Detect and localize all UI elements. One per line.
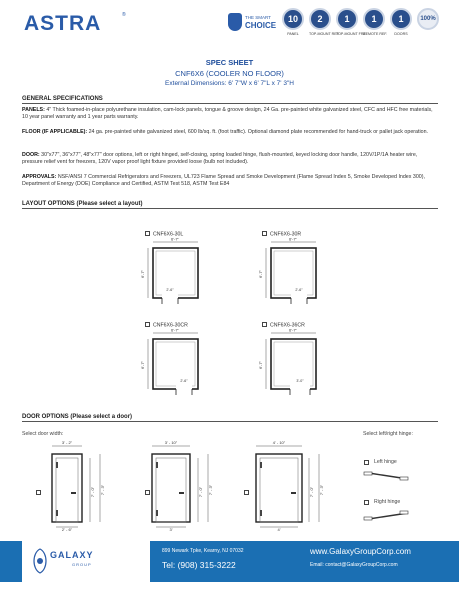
door-dim: 2'-6" — [166, 288, 174, 292]
approvals-label: APPROVALS: — [22, 174, 57, 180]
door-bottom-dim: 3' — [169, 527, 173, 532]
door-height-dim: 7' - 3" — [319, 484, 324, 496]
badge-panel — [282, 8, 304, 36]
header — [0, 0, 459, 52]
badge-value: 100% — [417, 8, 439, 30]
floor-label: FLOOR (IF APPLICABLE): — [22, 129, 88, 135]
width-dim: 6'-7" — [171, 329, 179, 333]
badge-value: 1 — [363, 8, 385, 30]
badge-remote-ref — [363, 8, 388, 36]
badge-doors — [390, 8, 412, 36]
layout-option-30cr[interactable] — [145, 322, 188, 329]
badge-top-mount-frz — [336, 8, 367, 36]
door-height-dim: 7' - 3" — [100, 484, 105, 496]
badge-value: 1 — [390, 8, 412, 30]
badge-value: 1 — [336, 8, 358, 30]
layout-checkbox[interactable] — [262, 231, 267, 236]
galaxy-logo: GALAXY — [50, 550, 94, 560]
width-dim: 6'-7" — [171, 238, 179, 242]
select-hinge: Select left/right hinge: — [363, 431, 413, 437]
panels-label: PANELS: — [22, 107, 45, 113]
depth-dim: 6'-7" — [258, 270, 263, 278]
badge-value: 10 — [282, 8, 304, 30]
warranty-badges — [282, 8, 442, 48]
layout-diagram-36cr — [258, 329, 328, 399]
left-hinge-diagram — [362, 468, 412, 484]
depth-dim: 6'-7" — [140, 361, 145, 369]
width-dim: 6'-7" — [289, 238, 297, 242]
door-width-checkbox-48[interactable] — [244, 490, 249, 495]
door-dim: 3'-0" — [296, 379, 304, 383]
badge-top-mount-ref — [309, 8, 340, 36]
badge-label: PANEL — [287, 32, 299, 36]
layout-option-30l[interactable] — [145, 231, 183, 238]
floor-text: 24 ga. pre-painted white galvanized steel, 600 lb/sq. ft. (foot traffic). Optional diamond plate recommended for hand-truck or pallet jack operation. — [87, 129, 428, 135]
smart-choice-badge — [228, 11, 280, 37]
approvals-spec — [22, 174, 438, 188]
footer-email[interactable]: Email: contact@GalaxyGroupCorp.com — [310, 562, 398, 568]
spec-dimensions: External Dimensions: 6' 7"W x 6' 7"L x 7' 3"H — [165, 80, 294, 87]
smart-line2: CHOICE — [245, 21, 277, 30]
layout-option-30r[interactable] — [262, 231, 301, 238]
panels-text: 4" Thick foamed-in-place polyurethane insulation, cam-lock panels, tongue & groove design, 24 Ga. pre-painted white galvanized steel, CFC and HFC free materials, 10 year panel warranty and 1 year parts warranty. — [22, 107, 433, 120]
right-hinge-checkbox[interactable] — [364, 500, 369, 505]
badge-label: DOORS — [394, 32, 408, 36]
layout-option-36cr[interactable] — [262, 322, 305, 329]
door-options-heading: DOOR OPTIONS (Please select a door) — [22, 414, 438, 422]
trademark: ® — [122, 12, 126, 18]
galaxy-logo-sub: GROUP — [72, 562, 92, 567]
spec-title: SPEC SHEET — [205, 58, 254, 67]
left-hinge-label: Left hinge — [374, 459, 397, 465]
footer-website[interactable]: www.GalaxyGroupCorp.com — [310, 547, 411, 556]
floor-spec — [22, 129, 438, 136]
astra-logo: ASTRA — [24, 12, 102, 35]
door-top-dim: 4' - 10" — [272, 440, 286, 445]
door-diagram-36 — [148, 440, 228, 532]
shield-icon — [228, 13, 242, 31]
width-dim: 6'-7" — [289, 329, 297, 333]
smart-line1: THE SMART — [245, 15, 271, 20]
left-hinge-checkbox[interactable] — [364, 460, 369, 465]
spec-name: CNF6X6 (COOLER NO FLOOR) — [175, 69, 284, 78]
depth-dim: 6'-7" — [258, 361, 263, 369]
door-bottom-dim: 4' — [277, 527, 281, 532]
door-top-dim: 3' - 10" — [164, 440, 178, 445]
panels-spec — [22, 107, 438, 121]
layout-diagram-30r — [258, 238, 328, 308]
door-side-dim: 7' - 0" — [90, 486, 95, 498]
badge-100-percent — [417, 8, 439, 30]
door-dim: 2'-6" — [295, 288, 303, 292]
layout-diagram-30cr — [140, 329, 210, 399]
door-spec — [22, 152, 438, 166]
layout-checkbox[interactable] — [145, 231, 150, 236]
layout-code: CNF6X6-30R — [270, 231, 302, 238]
footer-phone[interactable]: Tel: (908) 315-3222 — [162, 560, 236, 570]
badge-label: TOP-MOUNT REF. — [309, 32, 340, 36]
badge-label: REMOTE REF. — [363, 32, 388, 36]
layout-options-heading: LAYOUT OPTIONS (Please select a layout) — [22, 201, 438, 209]
right-hinge-label: Right hinge — [374, 499, 401, 505]
layout-code: CNF6X6-30CR — [153, 322, 188, 329]
door-side-dim: 7' - 0" — [198, 486, 203, 498]
layout-diagram-30l — [140, 238, 210, 308]
layout-code: CNF6X6-36CR — [270, 322, 305, 329]
door-height-dim: 7' - 3" — [208, 484, 213, 496]
general-specs-heading: GENERAL SPECIFICATIONS — [22, 96, 438, 104]
door-bottom-dim: 2' - 6" — [61, 527, 73, 532]
door-diagram-48 — [252, 440, 332, 532]
door-label: DOOR: — [22, 152, 40, 158]
footer — [0, 541, 459, 582]
door-text: 30"x77", 36"x77", 48"x77" door options, left or right hinged, self-closing, spring loaded hinge, flush-mounted, keyed locking door handle, 120V/1P/1A heater wire, pressure relief vent for freezers, 120V vapor proof light fixture provided loose (bulb not included). — [22, 152, 418, 165]
door-width-checkbox-30[interactable] — [36, 490, 41, 495]
layout-code: CNF6X6-30L — [153, 231, 184, 238]
approvals-text: NSF/ANSI 7 Commercial Refrigerators and Freezers, UL723 Flame Spread and Smoke Development (Flame Spread Index 5, Smoke Developed Index 300), Department of Energy (DOE) Compliance and Certified, ASTM Test 518, ASTM Test E84 — [22, 174, 425, 187]
door-diagram-30 — [44, 440, 124, 532]
galaxy-logo-icon — [30, 547, 50, 575]
footer-accent-left — [0, 541, 22, 582]
badge-label: TOP-MOUNT FRZ. — [336, 32, 367, 36]
layout-checkbox[interactable] — [262, 322, 267, 327]
door-top-dim: 3' - 2" — [61, 440, 73, 445]
depth-dim: 6'-7" — [140, 270, 145, 278]
select-door-width: Select door width: — [22, 431, 64, 437]
door-dim: 2'-6" — [180, 379, 188, 383]
badge-value: 2 — [309, 8, 331, 30]
right-hinge-diagram — [362, 508, 412, 524]
door-side-dim: 7' - 0" — [309, 486, 314, 498]
footer-address: 899 Newark Tpke, Kearny, NJ 07032 — [162, 548, 244, 554]
layout-checkbox[interactable] — [145, 322, 150, 327]
